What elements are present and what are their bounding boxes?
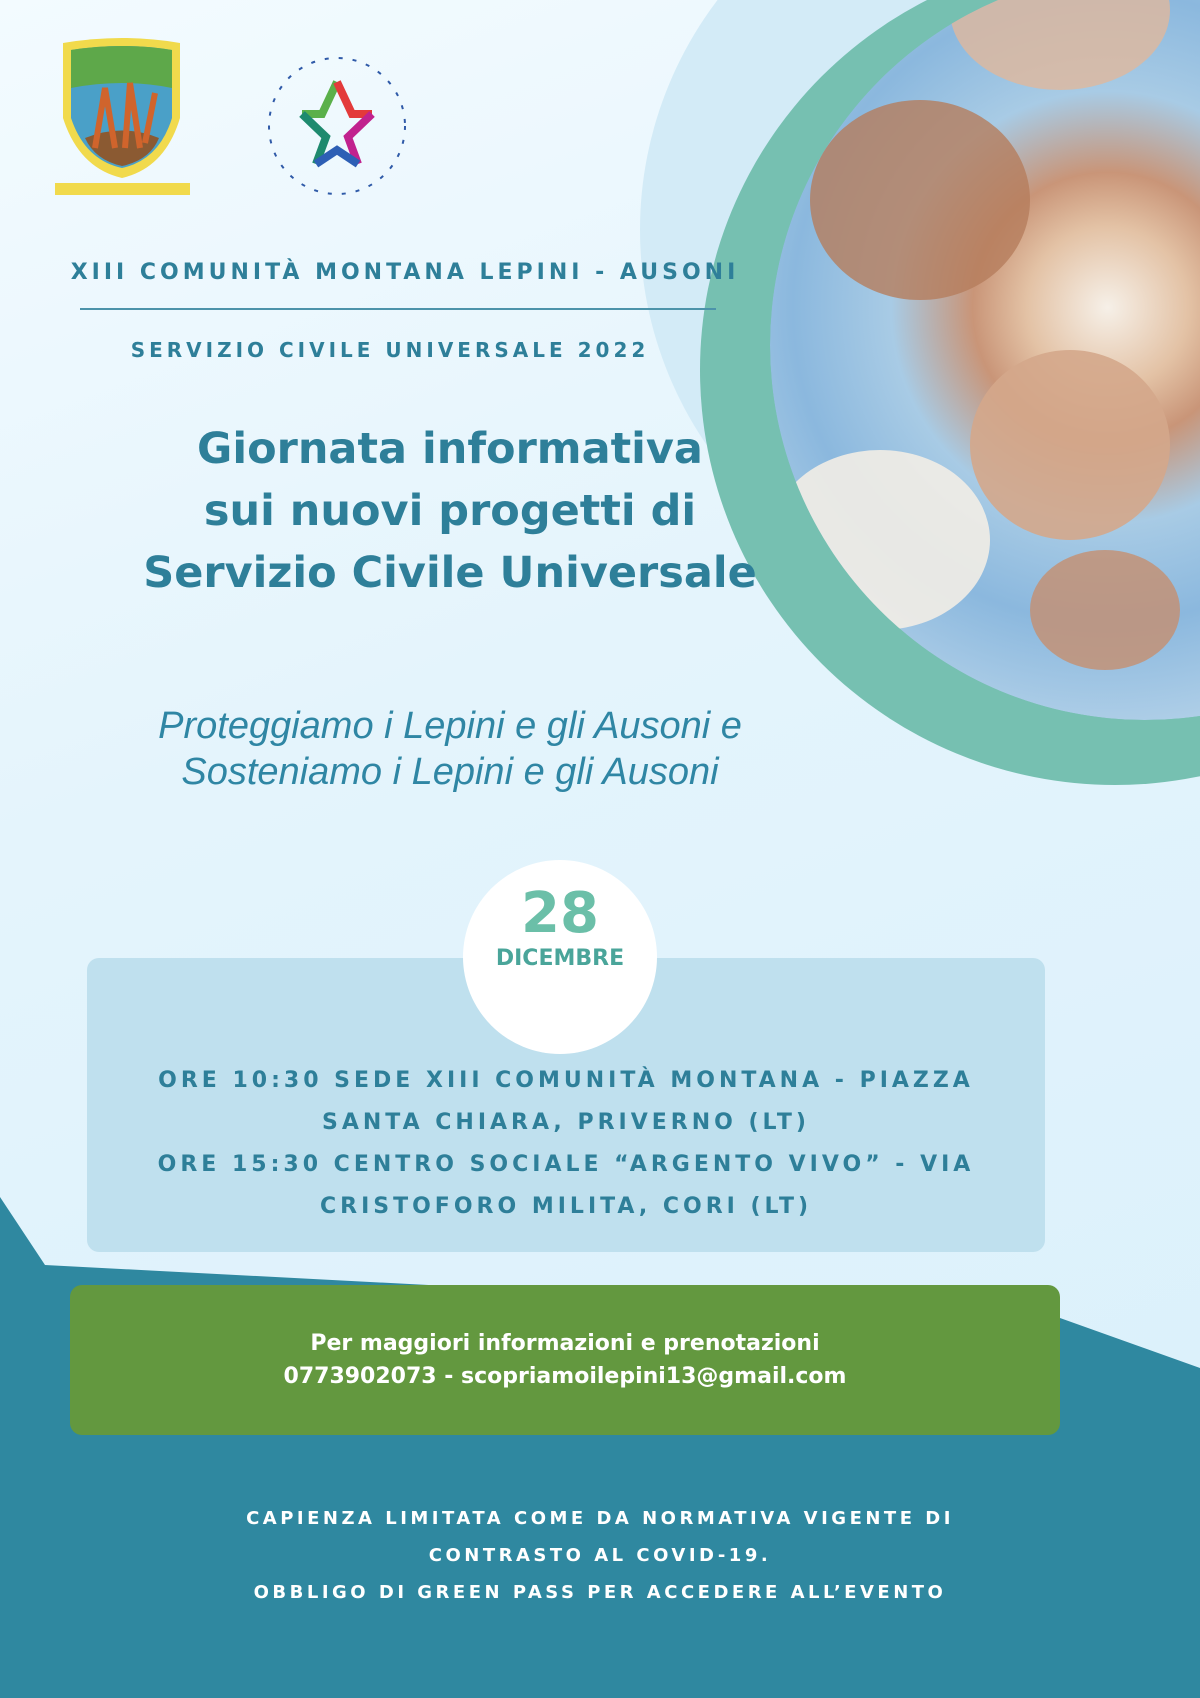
title-line: sui nuovi progetti di bbox=[203, 486, 697, 536]
organization-title: XIII COMUNITÀ MONTANA LEPINI - AUSONI bbox=[70, 260, 740, 285]
sessions-text bbox=[87, 1060, 1045, 1228]
notice-line: CAPIENZA LIMITATA COME DA NORMATIVA VIGENTE DI bbox=[246, 1508, 954, 1529]
contact-label: Per maggiori informazioni e prenotazioni bbox=[310, 1331, 820, 1356]
date-day: 28 bbox=[521, 881, 599, 946]
subtitle bbox=[30, 703, 870, 795]
program-title: SERVIZIO CIVILE UNIVERSALE 2022 bbox=[130, 338, 650, 362]
title-line: Giornata informativa bbox=[197, 424, 703, 474]
covid-notice bbox=[150, 1500, 1050, 1611]
date-badge bbox=[463, 860, 657, 1054]
session-line: CRISTOFORO MILITA, CORI (LT) bbox=[319, 1194, 812, 1219]
notice-line: OBBLIGO DI GREEN PASS PER ACCEDERE ALL’EVENTO bbox=[253, 1582, 947, 1603]
contact-details[interactable]: 0773902073 - scopriamoilepini13@gmail.com bbox=[283, 1364, 847, 1389]
subtitle-line: Proteggiamo i Lepini e gli Ausoni e bbox=[158, 705, 742, 747]
title-line: Servizio Civile Universale bbox=[143, 548, 757, 598]
session-line: SANTA CHIARA, PRIVERNO (LT) bbox=[322, 1110, 810, 1135]
comunita-montana-logo bbox=[55, 38, 190, 198]
contact-box bbox=[70, 1285, 1060, 1435]
date-month: DICEMBRE bbox=[495, 946, 625, 971]
subtitle-line: Sosteniamo i Lepini e gli Ausoni bbox=[181, 751, 719, 793]
notice-line: CONTRASTO AL COVID-19. bbox=[428, 1545, 772, 1566]
servizio-civile-logo bbox=[258, 52, 416, 200]
session-line: ORE 10:30 SEDE XIII COMUNITÀ MONTANA - PIAZZA bbox=[158, 1068, 974, 1093]
divider bbox=[80, 308, 716, 310]
main-title bbox=[90, 418, 810, 604]
session-line: ORE 15:30 CENTRO SOCIALE “ARGENTO VIVO” - VIA bbox=[157, 1152, 975, 1177]
